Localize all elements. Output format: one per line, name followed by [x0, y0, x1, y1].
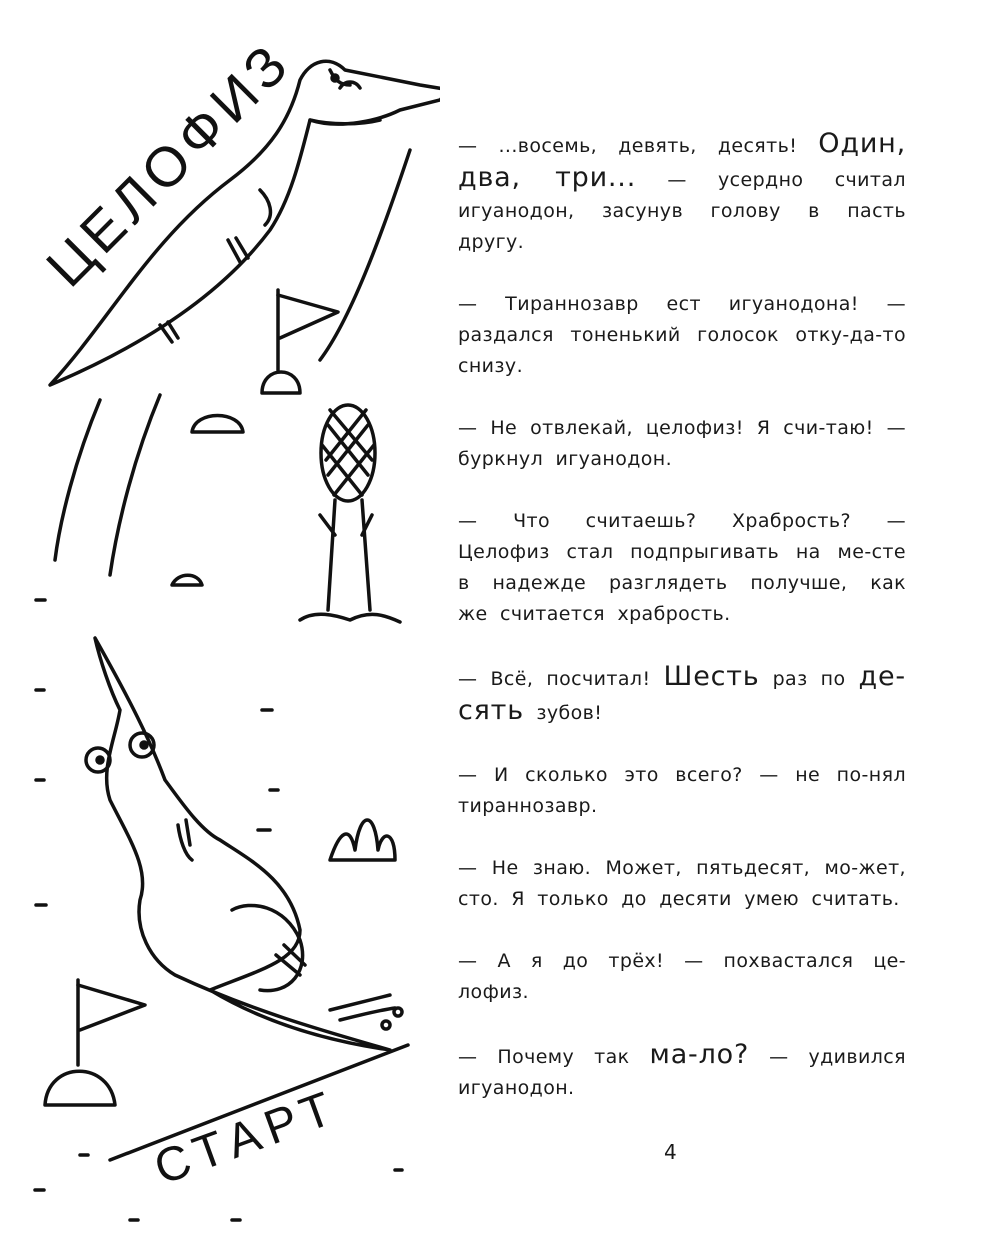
flag-marker: [45, 980, 145, 1105]
dinosaur-illustration: [0, 0, 440, 1249]
flag-marker: [262, 290, 338, 393]
iguanodon-drawing: [86, 638, 390, 1050]
story-paragraph: — Что считаешь? Храбрость? — Целофиз стал подпрыгивать на ме-сте в надежде разглядеть получше, как же считается храбрость.: [458, 510, 906, 625]
title-label: ЦЕЛОФИЗ: [33, 29, 304, 299]
tree-drawing: [300, 405, 400, 622]
story-text: [458, 128, 906, 1104]
story-paragraph: — Всё, посчитал! Шесть раз по де-сять зубов!: [458, 661, 906, 726]
story-paragraph: — ...восемь, девять, десять! Один, два, три... — усердно считал игуанодон, засунув голову в пасть другу.: [458, 128, 906, 253]
story-paragraph: — Почему так ма-ло? — удивился игуанодон.: [458, 1039, 906, 1099]
story-paragraph: — И сколько это всего? — не по-нял тираннозавр.: [458, 764, 906, 817]
story-paragraph: — Не отвлекай, целофиз! Я счи-таю! — буркнул игуанодон.: [458, 417, 906, 470]
story-paragraph: — Тираннозавр ест игуанодона! — раздался тоненький голосок отку-да-то снизу.: [458, 293, 906, 377]
start-label: СТАРТ: [147, 1079, 347, 1196]
page-number: 4: [664, 1140, 677, 1164]
story-paragraph: — Не знаю. Может, пятьдесят, мо-жет, сто. Я только до десяти умею считать.: [458, 857, 906, 910]
story-paragraph: — А я до трёх! — похвастался це-лофиз.: [458, 950, 906, 1003]
